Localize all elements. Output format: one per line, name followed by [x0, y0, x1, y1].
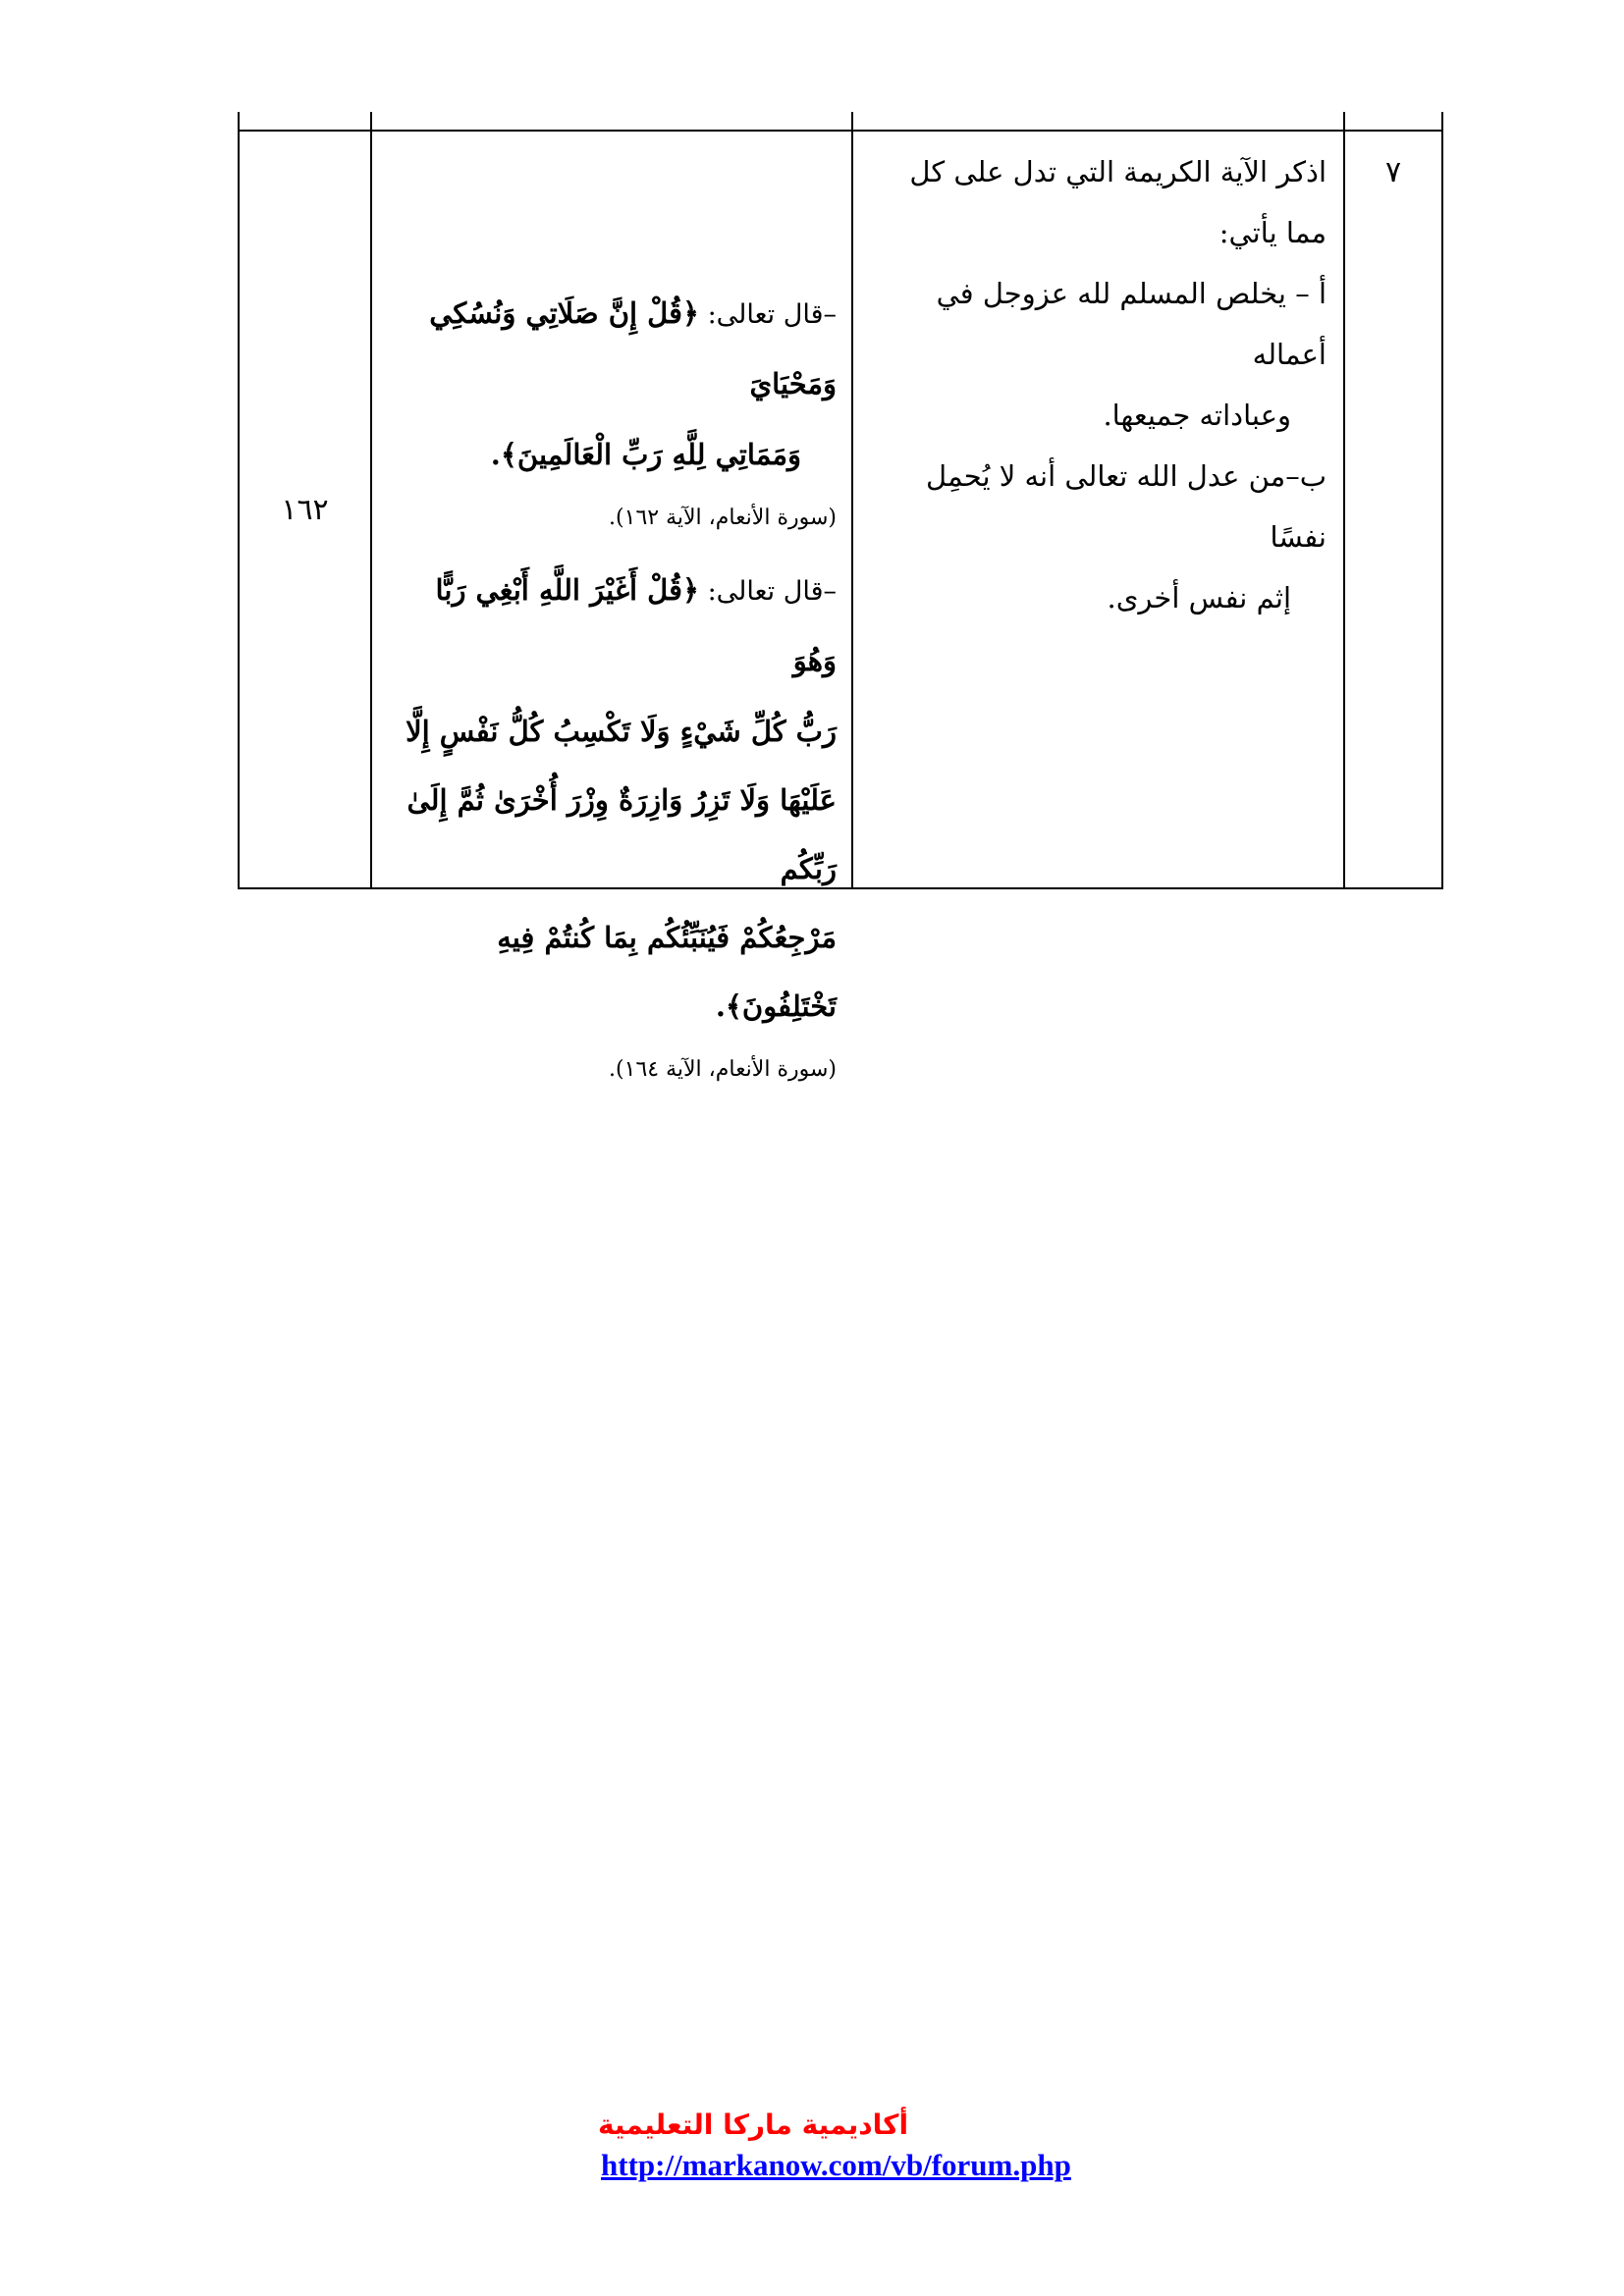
answer-b-reference: (سورة الأنعام، الآية ١٦٤).	[609, 1057, 837, 1082]
footer-forum-link[interactable]: http://markanow.com/vb/forum.php	[601, 2148, 1071, 2182]
table-divider-answer-col	[851, 112, 853, 889]
answer-b-verse-line3: عَلَيْهَا وَلَا تَزِرُ وَازِرَةٌ وِزْرَ أُخْرَىٰ ثُمَّ إِلَىٰ رَبِّكُم	[406, 783, 837, 885]
answer-a-reference: (سورة الأنعام، الآية ١٦٢).	[609, 506, 837, 530]
answer-a-verse-line2: وَمَمَاتِي لِلَّهِ رَبِّ الْعَالَمِينَ﴾.	[490, 438, 801, 471]
question-item-b: ب–من عدل الله تعالى أنه لا يُحمِل نفسًا	[926, 459, 1326, 554]
answer-b-line1	[383, 556, 837, 697]
answer-b-verse-line4: مَرْجِعُكُمْ فَيُنَبِّئُكُم بِمَا كُنتُمْ فِيهِ تَخْتَلِفُونَ﴾.	[497, 921, 837, 1023]
table-divider-question-col	[1343, 112, 1345, 889]
page-number: ١٦٢	[281, 493, 329, 527]
answer-a-prefix: –قال تعالى:	[707, 299, 837, 330]
answer-b-verse-line1: ﴿قُلْ أَغَيْرَ اللَّهِ أَبْغِي رَبًّا وَهُوَ	[435, 573, 837, 677]
table-divider-page-col	[370, 112, 372, 889]
footer-academy-title: أكاديمية ماركا التعليمية	[597, 2109, 909, 2141]
table-border-right	[1441, 112, 1443, 889]
question-intro: اذكر الآية الكريمة التي تدل على كل مما يأتي:	[909, 155, 1326, 249]
question-item-b-cont: إثم نفس أخرى.	[1107, 581, 1291, 614]
question-item-a: أ – يخلص المسلم لله عزوجل في أعماله	[936, 277, 1326, 371]
row-number: ٧	[1384, 155, 1402, 189]
answer-b-verse-line2: رَبُّ كُلِّ شَيْءٍ وَلَا تَكْسِبُ كُلُّ نَفْسٍ إِلَّا	[406, 715, 837, 748]
answer-table	[238, 112, 1443, 1082]
answer-cell	[383, 279, 837, 1107]
answer-a-verse-line1: ﴿قُلْ إِنَّ صَلَاتِي وَنُسُكِي وَمَحْيَايَ	[429, 296, 837, 400]
table-row-top-border	[238, 130, 1443, 132]
question-cell	[861, 141, 1326, 628]
answer-a-line1	[383, 279, 837, 420]
answer-b-prefix: –قال تعالى:	[707, 576, 837, 607]
question-item-a-cont: وعباداته جميعها.	[1103, 399, 1291, 432]
